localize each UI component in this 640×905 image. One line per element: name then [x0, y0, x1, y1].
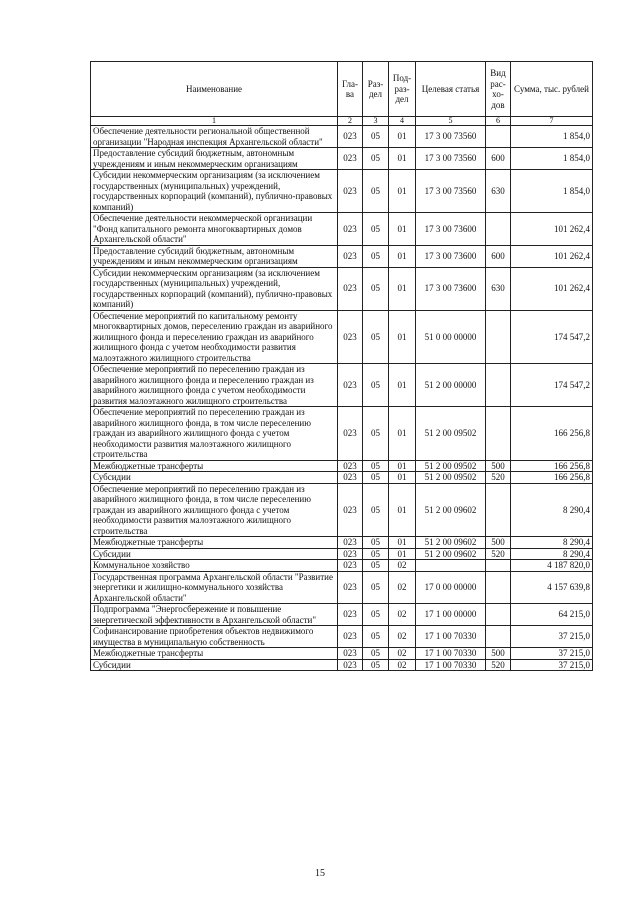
row-target-article: 17 3 00 73560 — [416, 148, 486, 170]
row-amount: 101 262,4 — [511, 213, 593, 246]
row-glava: 023 — [338, 571, 363, 604]
row-target-article: 51 2 00 09502 — [416, 472, 486, 484]
row-name: Обеспечение деятельности региональной общественной организации "Народная инспекция Архангельской области" — [91, 126, 338, 148]
row-razdel: 05 — [363, 407, 389, 461]
row-name: Субсидии — [91, 659, 338, 671]
row-glava: 023 — [338, 626, 363, 648]
row-razdel: 05 — [363, 483, 389, 537]
row-name: Софинансирование приобретения объектов недвижимого имущества в муниципальную собственность — [91, 626, 338, 648]
row-name: Коммунальное хозяйство — [91, 560, 338, 572]
row-amount: 1 854,0 — [511, 170, 593, 213]
row-amount: 8 290,4 — [511, 548, 593, 560]
row-podrazdel: 02 — [389, 626, 416, 648]
column-number-row — [91, 117, 593, 126]
row-expense-type — [486, 483, 511, 537]
table-row — [91, 659, 593, 671]
row-glava: 023 — [338, 604, 363, 626]
row-razdel: 05 — [363, 364, 389, 407]
row-amount: 166 256,8 — [511, 407, 593, 461]
table-row — [91, 604, 593, 626]
row-expense-type — [486, 407, 511, 461]
header-name: Наименование — [91, 62, 338, 117]
row-expense-type — [486, 560, 511, 572]
row-name: Субсидии — [91, 472, 338, 484]
header-expense-type: Вид рас-хо-дов — [486, 62, 511, 117]
row-podrazdel: 01 — [389, 548, 416, 560]
table-row — [91, 648, 593, 660]
row-glava: 023 — [338, 267, 363, 310]
row-name: Субсидии некоммерческим организациям (за исключением государственных (муниципальных) учреждений, государственных корпораций (компаний), публично-правовых компаний) — [91, 267, 338, 310]
table-row — [91, 148, 593, 170]
row-name: Обеспечение мероприятий по переселению граждан из аварийного жилищного фонда и переселению граждан из аварийного жилищного фонда с учетом необходимости развития малоэтажного жилищного строительства — [91, 364, 338, 407]
header-glava: Гла-ва — [338, 62, 363, 117]
row-amount: 174 547,2 — [511, 310, 593, 364]
row-glava: 023 — [338, 483, 363, 537]
row-glava: 023 — [338, 170, 363, 213]
row-name: Государственная программа Архангельской области "Развитие энергетики и жилищно-коммунального хозяйства Архангельской области" — [91, 571, 338, 604]
row-expense-type — [486, 364, 511, 407]
col-number: 7 — [511, 117, 593, 126]
page-number: 15 — [315, 868, 325, 879]
row-podrazdel: 01 — [389, 407, 416, 461]
row-podrazdel: 01 — [389, 364, 416, 407]
row-amount: 101 262,4 — [511, 267, 593, 310]
row-name: Подпрограмма "Энергосбережение и повышение энергетической эффективности в Архангельской области" — [91, 604, 338, 626]
row-razdel: 05 — [363, 148, 389, 170]
row-glava: 023 — [338, 245, 363, 267]
row-podrazdel: 01 — [389, 472, 416, 484]
row-razdel: 05 — [363, 659, 389, 671]
row-amount: 4 157 639,8 — [511, 571, 593, 604]
row-podrazdel: 02 — [389, 659, 416, 671]
row-expense-type — [486, 571, 511, 604]
row-target-article: 51 2 00 09502 — [416, 407, 486, 461]
row-glava: 023 — [338, 472, 363, 484]
row-razdel: 05 — [363, 310, 389, 364]
row-target-article: 51 2 00 09602 — [416, 537, 486, 549]
row-glava: 023 — [338, 148, 363, 170]
row-podrazdel: 01 — [389, 170, 416, 213]
row-target-article: 17 1 00 70330 — [416, 659, 486, 671]
row-glava: 023 — [338, 310, 363, 364]
row-podrazdel: 01 — [389, 483, 416, 537]
row-razdel: 05 — [363, 472, 389, 484]
row-podrazdel: 02 — [389, 560, 416, 572]
header-amount: Сумма, тыс. рублей — [511, 62, 593, 117]
row-podrazdel: 01 — [389, 213, 416, 246]
row-razdel: 05 — [363, 170, 389, 213]
col-number: 3 — [363, 117, 389, 126]
row-amount: 101 262,4 — [511, 245, 593, 267]
table-row — [91, 537, 593, 549]
row-glava: 023 — [338, 537, 363, 549]
row-podrazdel: 01 — [389, 148, 416, 170]
row-amount: 37 215,0 — [511, 659, 593, 671]
table-row — [91, 126, 593, 148]
table-row — [91, 245, 593, 267]
row-amount: 1 854,0 — [511, 148, 593, 170]
table-row — [91, 571, 593, 604]
col-number: 4 — [389, 117, 416, 126]
row-razdel: 05 — [363, 460, 389, 472]
budget-table — [90, 61, 593, 671]
row-expense-type: 600 — [486, 148, 511, 170]
row-podrazdel: 01 — [389, 267, 416, 310]
row-target-article: 17 3 00 73600 — [416, 213, 486, 246]
row-amount: 8 290,4 — [511, 483, 593, 537]
table-row — [91, 267, 593, 310]
row-name: Межбюджетные трансферты — [91, 537, 338, 549]
col-number: 6 — [486, 117, 511, 126]
row-name: Обеспечение мероприятий по капитальному ремонту многоквартирных домов, переселению граждан из аварийного жилищного фонда и переселению граждан из аварийного жилищного фонда с учетом необходимости развития малоэтажного жилищного строительства — [91, 310, 338, 364]
row-name: Предоставление субсидий бюджетным, автономным учреждениям и иным некоммерческим организациям — [91, 148, 338, 170]
col-number: 1 — [91, 117, 338, 126]
table-body — [91, 126, 593, 671]
row-glava: 023 — [338, 460, 363, 472]
row-target-article: 51 2 00 09502 — [416, 460, 486, 472]
row-razdel: 05 — [363, 537, 389, 549]
row-glava: 023 — [338, 126, 363, 148]
col-number: 5 — [416, 117, 486, 126]
row-expense-type — [486, 604, 511, 626]
table-row — [91, 460, 593, 472]
row-expense-type: 630 — [486, 170, 511, 213]
row-target-article: 51 2 00 00000 — [416, 364, 486, 407]
row-target-article: 17 1 00 70330 — [416, 648, 486, 660]
row-expense-type: 500 — [486, 648, 511, 660]
header-target-article: Целевая статья — [416, 62, 486, 117]
row-name: Субсидии — [91, 548, 338, 560]
row-razdel: 05 — [363, 126, 389, 148]
row-amount: 64 215,0 — [511, 604, 593, 626]
table-row — [91, 213, 593, 246]
row-target-article: 17 1 00 70330 — [416, 626, 486, 648]
row-glava: 023 — [338, 407, 363, 461]
row-target-article: 17 0 00 00000 — [416, 571, 486, 604]
row-target-article: 51 2 00 09602 — [416, 483, 486, 537]
row-expense-type: 520 — [486, 472, 511, 484]
table-row — [91, 310, 593, 364]
row-razdel: 05 — [363, 245, 389, 267]
table-row — [91, 407, 593, 461]
row-amount: 4 187 820,0 — [511, 560, 593, 572]
row-amount: 8 290,4 — [511, 537, 593, 549]
row-podrazdel: 02 — [389, 648, 416, 660]
row-target-article: 17 3 00 73560 — [416, 170, 486, 213]
table-row — [91, 626, 593, 648]
row-glava: 023 — [338, 560, 363, 572]
row-amount: 174 547,2 — [511, 364, 593, 407]
row-name: Обеспечение деятельности некоммерческой организации "Фонд капитального ремонта многоквартирных домов Архангельской области" — [91, 213, 338, 246]
row-glava: 023 — [338, 548, 363, 560]
header-podrazdel: Под-раз-дел — [389, 62, 416, 117]
table-row — [91, 170, 593, 213]
row-expense-type: 500 — [486, 537, 511, 549]
row-target-article: 17 3 00 73560 — [416, 126, 486, 148]
row-amount: 1 854,0 — [511, 126, 593, 148]
row-expense-type — [486, 126, 511, 148]
row-amount: 37 215,0 — [511, 648, 593, 660]
row-razdel: 05 — [363, 213, 389, 246]
row-razdel: 05 — [363, 267, 389, 310]
row-target-article — [416, 560, 486, 572]
row-expense-type: 630 — [486, 267, 511, 310]
row-expense-type — [486, 213, 511, 246]
row-expense-type — [486, 626, 511, 648]
row-podrazdel: 01 — [389, 126, 416, 148]
table-row — [91, 560, 593, 572]
table-row — [91, 548, 593, 560]
row-expense-type: 600 — [486, 245, 511, 267]
row-expense-type: 500 — [486, 460, 511, 472]
table-row — [91, 472, 593, 484]
row-expense-type: 520 — [486, 659, 511, 671]
row-podrazdel: 02 — [389, 571, 416, 604]
row-podrazdel: 01 — [389, 537, 416, 549]
row-amount: 166 256,8 — [511, 472, 593, 484]
table-row — [91, 364, 593, 407]
header-razdel: Раз-дел — [363, 62, 389, 117]
row-razdel: 05 — [363, 648, 389, 660]
row-razdel: 05 — [363, 571, 389, 604]
row-podrazdel: 02 — [389, 604, 416, 626]
row-name: Обеспечение мероприятий по переселению граждан из аварийного жилищного фонда, в том числе переселению граждан из аварийного жилищного фонда с учетом необходимости развития малоэтажного жилищного строительства — [91, 483, 338, 537]
row-target-article: 51 0 00 00000 — [416, 310, 486, 364]
row-name: Обеспечение мероприятий по переселению граждан из аварийного жилищного фонда, в том числе переселению граждан из аварийного жилищного фонда с учетом необходимости развития малоэтажного жилищного строительства — [91, 407, 338, 461]
row-target-article: 17 1 00 00000 — [416, 604, 486, 626]
row-podrazdel: 01 — [389, 310, 416, 364]
row-target-article: 51 2 00 09602 — [416, 548, 486, 560]
row-amount: 37 215,0 — [511, 626, 593, 648]
row-razdel: 05 — [363, 604, 389, 626]
row-amount: 166 256,8 — [511, 460, 593, 472]
row-target-article: 17 3 00 73600 — [416, 245, 486, 267]
row-razdel: 05 — [363, 560, 389, 572]
row-glava: 023 — [338, 364, 363, 407]
row-razdel: 05 — [363, 548, 389, 560]
row-name: Межбюджетные трансферты — [91, 648, 338, 660]
row-podrazdel: 01 — [389, 245, 416, 267]
row-target-article: 17 3 00 73600 — [416, 267, 486, 310]
row-glava: 023 — [338, 648, 363, 660]
row-glava: 023 — [338, 213, 363, 246]
row-glava: 023 — [338, 659, 363, 671]
row-podrazdel: 01 — [389, 460, 416, 472]
table-row — [91, 483, 593, 537]
row-name: Предоставление субсидий бюджетным, автономным учреждениям и иным некоммерческим организациям — [91, 245, 338, 267]
row-name: Субсидии некоммерческим организациям (за исключением государственных (муниципальных) учреждений, государственных корпораций (компаний), публично-правовых компаний) — [91, 170, 338, 213]
row-name: Межбюджетные трансферты — [91, 460, 338, 472]
col-number: 2 — [338, 117, 363, 126]
row-razdel: 05 — [363, 626, 389, 648]
header-row — [91, 62, 593, 117]
row-expense-type: 520 — [486, 548, 511, 560]
row-expense-type — [486, 310, 511, 364]
